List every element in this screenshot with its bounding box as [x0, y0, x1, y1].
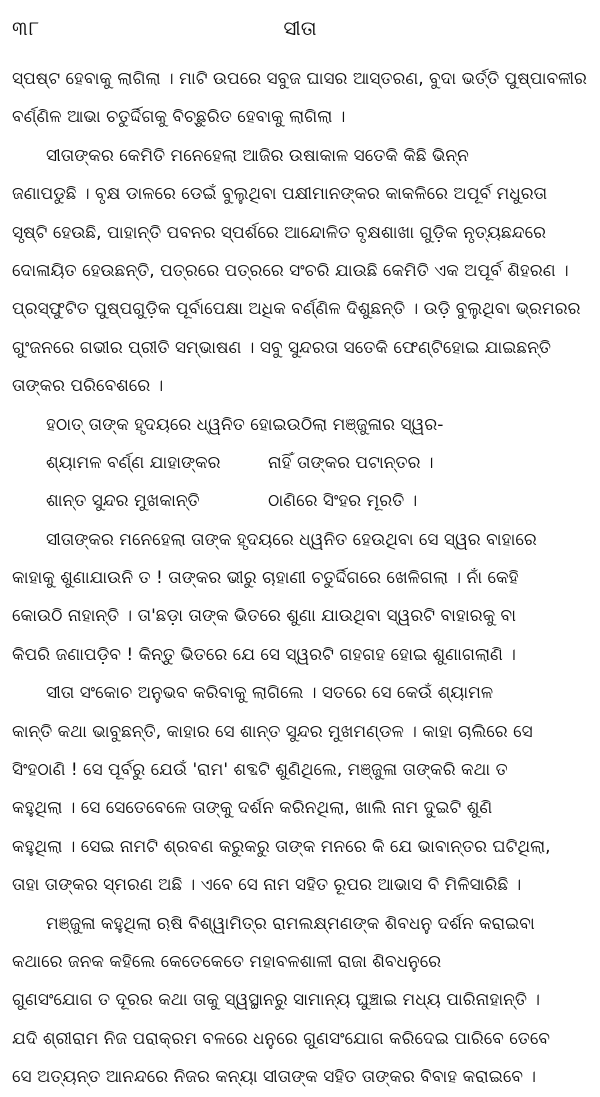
text-line: ସୀତାଙ୍କର ମନେହେଲା ତାଙ୍କ ହୃଦୟରେ ଧ୍ୱନିତ ହେଉଥିବା ସେ ସ୍ୱର ବାହାରେ [46, 529, 537, 550]
text-line: କିପରି ଜଣାପଡ଼ିବ ! କିନ୍ତୁ ଭିତରେ ଯେ ସେ ସ୍ୱରଟି ଗହଗହ ହୋଇ ଶୁଣାଗଲାଣି । [12, 644, 516, 665]
text-line: କହୁଥିଲା । ସେଇ ନାମଟି ଶ୍ରବଣ କରୁକରୁ ତାଙ୍କ ମନରେ କି ଯେ ଭାବାନ୍ତର ଘଟିଥିଲା, [12, 836, 551, 857]
text-line: ସୃଷ୍ଟି ହେଉଛି, ପାହାନ୍ତି ପବନର ସ୍ପର୍ଶରେ ଆନ୍ଦୋଳିତ ବୃକ୍ଷଶାଖା ଗୁଡ଼ିକ ନୃତ୍ୟଛନ୍ଦରେ [12, 222, 546, 243]
text-line: ପ୍ରସ୍ଫୁଟିତ ପୁଷ୍ପଗୁଡ଼ିକ ପୂର୍ବାପେକ୍ଷା ଅଧିକ ବର୍ଣ୍ଣିଳ ଦିଶୁଛନ୍ତି । ଉଡ଼ି ବୁଲୁଥିବା ଭ୍ରମରର [12, 299, 581, 320]
text-line: ସୀତା ସଂକୋଚ ଅନୁଭବ କରିବାକୁ ଲାଗିଲେ । ସତରେ ସେ କେଉଁ ଶ୍ୟାମଳ [46, 683, 494, 704]
text-line: ସେ ଅତ୍ୟନ୍ତ ଆନନ୍ଦରେ ନିଜର କନ୍ୟା ସୀତାଙ୍କ ସହିତ ତାଙ୍କର ବିବାହ କରାଇବେ । [12, 1067, 537, 1088]
body-text [12, 60, 588, 1097]
text-line: କୋଉଠି ନାହାନ୍ତି । ତା'ଛଡ଼ା ତାଙ୍କ ଭିତରେ ଶୁଣା ଯାଉଥିବା ସ୍ୱରଟି ବାହାରକୁ ବା [12, 606, 517, 627]
verse-right: ନାହିଁ ତାଙ୍କର ପଟାନ୍ତର । [268, 452, 434, 473]
text-line: ସ୍ପଷ୍ଟ ହେବାକୁ ଲାଗିଲା । ମାଟି ଉପରେ ସବୁଜ ଘାସର ଆସ୍ତରଣ, ବୁଦା ଭର୍ତ୍ତି ପୁଷ୍ପାବଳୀର [12, 69, 587, 89]
text-line: କାହାକୁ ଶୁଣାଯାଉନି ତ ! ତାଙ୍କର ଭୀରୁ ଚାହାଣୀ ଚତୁର୍ଦ୍ଦିଗରେ ଖେଳିଗଲା । ନାଁ କେହି [12, 568, 519, 589]
text-line: ଗୁଂଜନରେ ଗଭୀର ପ୍ରୀତି ସମ୍ଭାଷଣ । ସବୁ ସୁନ୍ଦରତା ସତେକି ଫେଣ୍ଟିହୋଇ ଯାଇଛନ୍ତି [12, 337, 552, 358]
text-line: ଦୋଳାୟିତ ହେଉଛନ୍ତି, ପତ୍ରରେ ପତ୍ରରେ ସଂଚରି ଯାଉଛି କେମିତି ଏକ ଅପୂର୍ବ ଶିହରଣ । [12, 260, 569, 281]
text-line: ସିଂହଠାଣି ! ସେ ପୂର୍ବରୁ ଯେଉଁ 'ରାମ' ଶବ୍ଦଟି ଶୁଣିଥିଲେ, ମଞ୍ଜୁଳା ତାଙ୍କରି କଥା ତ [12, 760, 508, 781]
text-line: ଜଣାପଡୁଛି । ବୃକ୍ଷ ଡାଳରେ ଡେଇଁ ବୁଲୁଥିବା ପକ୍ଷୀମାନଙ୍କର କାକଳିରେ ଅପୂର୍ବ ମଧୁରତା [12, 184, 548, 205]
text-line: ବର୍ଣ୍ଣିଳ ଆଭା ଚତୁର୍ଦ୍ଦିଗକୁ ବିଚ୍ଛୁରିତ ହେବାକୁ ଲାଗିଲା । [12, 107, 346, 128]
text-line: ତାହା ତାଙ୍କର ସ୍ମରଣ ଅଛି । ଏବେ ସେ ନାମ ସହିତ ରୂପର ଆଭାସ ବି ମିଳିସାରିଛି । [12, 875, 522, 896]
text-line: କହୁଥିଲା । ସେ ସେତେବେଳେ ତାଙ୍କୁ ଦର୍ଶନ କରିନଥିଲା, ଖାଲି ନାମ ଦୁଇଟି ଶୁଣି [12, 798, 493, 819]
text-line: ଯଦି ଶ୍ରୀରାମ ନିଜ ପରାକ୍ରମ ବଳରେ ଧନୁରେ ଗୁଣସଂଯୋଗ କରିଦେଇ ପାରିବେ ତେବେ [12, 1028, 550, 1049]
page-header [0, 10, 600, 44]
verse-right: ଠାଣିରେ ସିଂହର ମୂରତି । [268, 491, 418, 512]
text-line: ସୀତାଙ୍କର କେମିତି ମନେହେଲା ଆଜିର ଉଷାକାଳ ସତେକି କିଛି ଭିନ୍ନ [46, 145, 469, 166]
verse-line [12, 482, 588, 520]
text-line: ତାଙ୍କର ପରିବେଶରେ । [12, 376, 164, 397]
verse-left: ଶାନ୍ତ ସୁନ୍ଦର ମୁଖକାନ୍ତି [46, 491, 200, 512]
text-line: କଥାରେ ଜନକ କହିଲେ କେତେକେତେ ମହାବଳଶାଳୀ ରାଜା ଶିବଧନୁରେ [12, 951, 442, 972]
text-line: ମଞ୍ଜୁଳା କହୁଥିଲା ଋଷି ବିଶ୍ୱାମିତ୍ର ରାମଲକ୍ଷ୍ମଣଙ୍କ ଶିବଧନୁ ଦର୍ଶନ କରାଇବା [46, 913, 535, 934]
text-line: ଗୁଣସଂଯୋଗ ତ ଦୂରର କଥା ତାକୁ ସ୍ୱସ୍ଥାନରୁ ସାମାନ୍ୟ ଘୁଞ୍ଚାଇ ମଧ୍ୟ ପାରିନାହାନ୍ତି । [12, 990, 541, 1011]
text-line: କାନ୍ତି କଥା ଭାବୁଛନ୍ତି, କାହାର ସେ ଶାନ୍ତ ସୁନ୍ଦର ମୁଖମଣ୍ଡଳ । କାହା ଚାଲିରେ ସେ [12, 721, 533, 742]
verse-line [12, 444, 588, 482]
verse-left: ଶ୍ୟାମଳ ବର୍ଣ୍ଣ ଯାହାଙ୍କର [46, 452, 221, 473]
text-line: ହଠାତ୍ ତାଙ୍କ ହୃଦୟରେ ଧ୍ୱନିତ ହୋଇଉଠିଲା ମଞ୍ଜୁଳାର ସ୍ୱର- [46, 414, 444, 435]
running-title: ସୀତା [283, 16, 317, 40]
page-number: ୩୮ [12, 16, 41, 40]
